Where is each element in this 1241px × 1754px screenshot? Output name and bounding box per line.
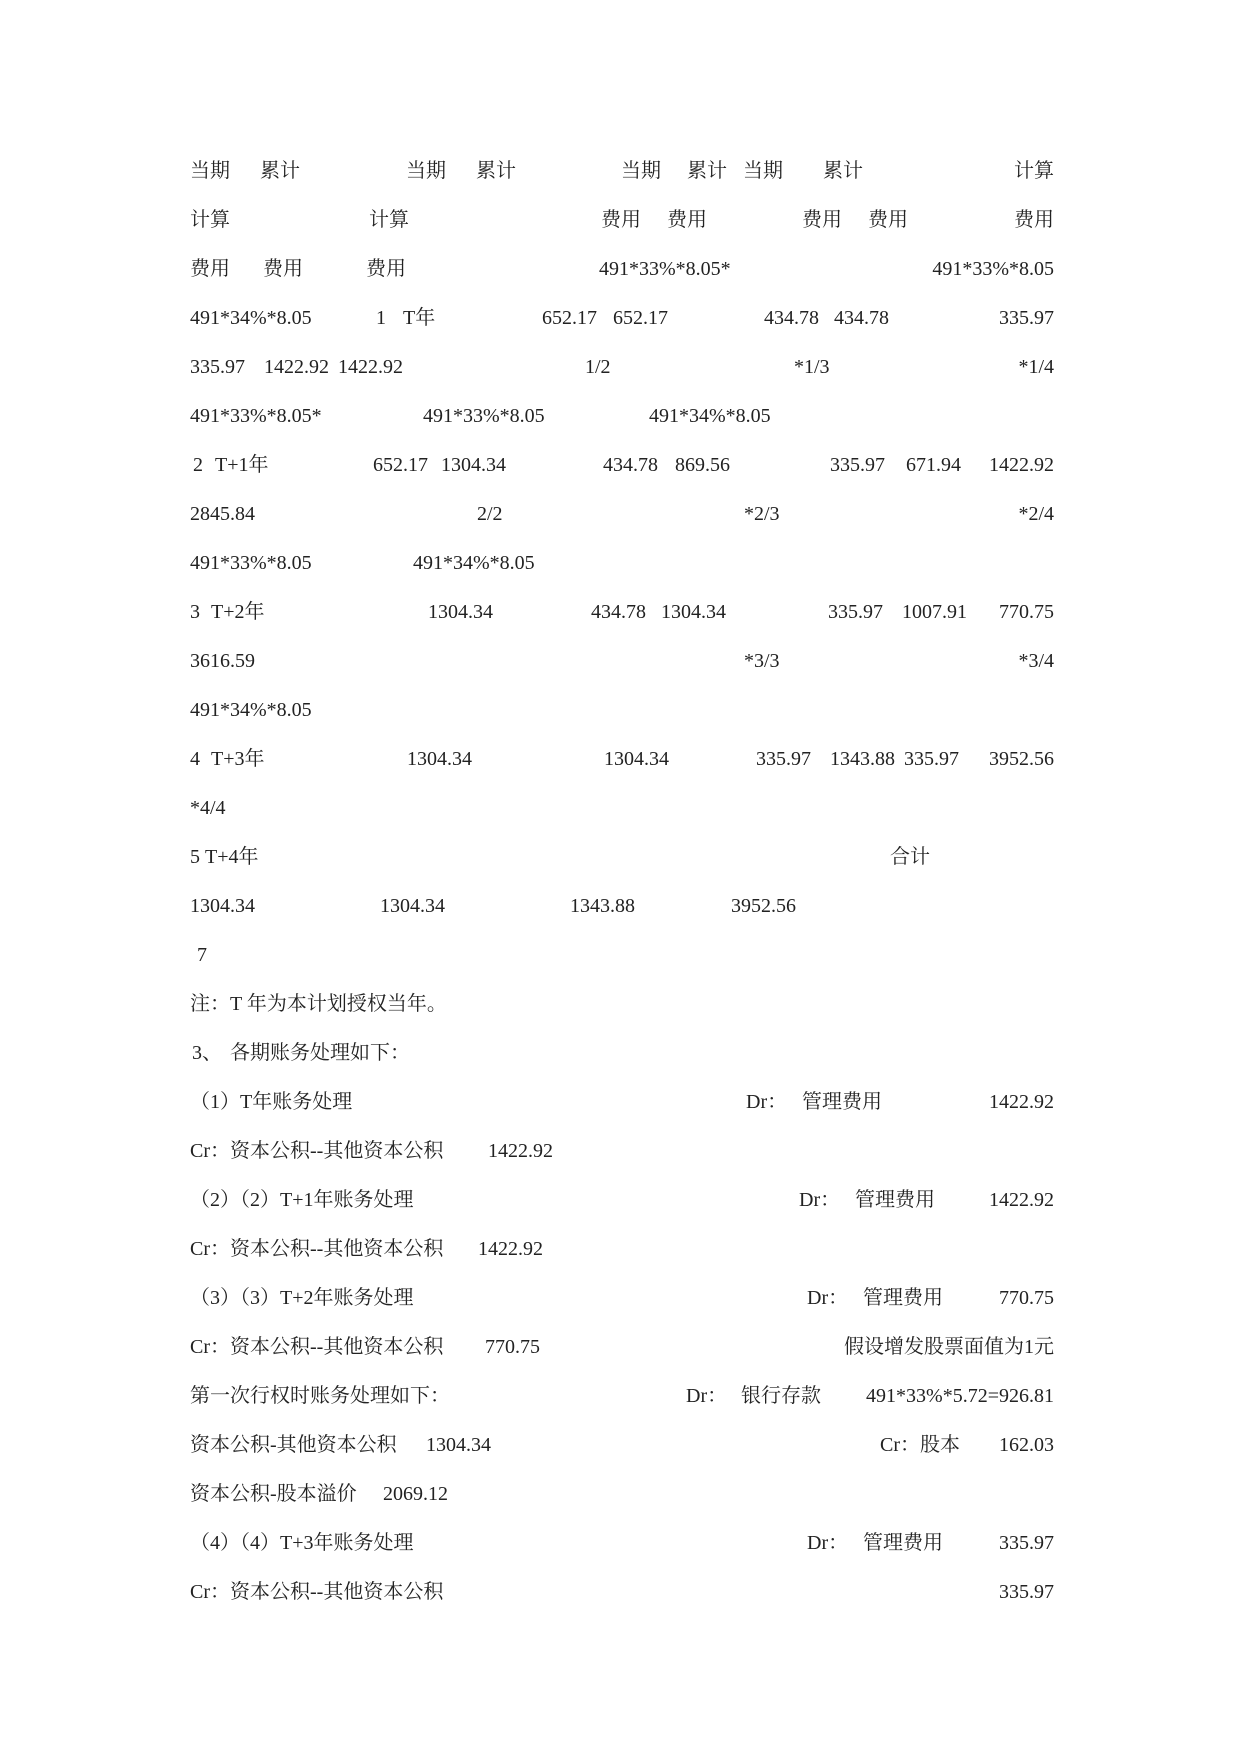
table-row-2-formulas: [190, 545, 1054, 581]
text-segment: 3952.56: [731, 895, 796, 917]
text-segment: 注：T 年为本计划授权当年。: [190, 993, 447, 1015]
text-segment: 491*33%*8.05: [423, 405, 545, 427]
text-segment: Cr：资本公积--其他资本公积: [190, 1336, 444, 1358]
text-segment: 671.94: [906, 454, 961, 476]
text-segment: 434.78: [764, 307, 819, 329]
text-segment: 费用: [190, 258, 230, 280]
text-segment: 335.97: [756, 748, 811, 770]
text-segment: 费用: [263, 258, 303, 280]
text-segment: 3952.56: [989, 748, 1054, 770]
text-segment: Dr：: [686, 1385, 728, 1407]
text-segment: 491*33%*8.05: [190, 552, 312, 574]
text-segment: 1304.34: [190, 895, 255, 917]
text-segment: 管理费用: [863, 1287, 943, 1309]
text-segment: 2: [193, 454, 203, 476]
text-segment: 管理费用: [802, 1091, 882, 1113]
text-segment: 累计: [260, 160, 300, 182]
text-segment: 434.78: [591, 601, 646, 623]
text-segment: 1422.92: [989, 1091, 1054, 1113]
text-segment: Dr：: [807, 1532, 849, 1554]
text-segment: 5: [190, 846, 200, 868]
text-segment: 管理费用: [855, 1189, 935, 1211]
text-segment: 费用: [601, 209, 641, 231]
text-segment: Dr：: [746, 1091, 788, 1113]
text-segment: 计算: [190, 209, 230, 231]
text-segment: （1）T年账务处理: [190, 1091, 353, 1113]
text-segment: 当期: [190, 160, 230, 182]
table-row-3: [190, 594, 1054, 630]
text-segment: 1304.34: [407, 748, 472, 770]
table-row-3-cont: [190, 643, 1054, 679]
text-segment: 1422.92: [989, 1189, 1054, 1211]
journal-entry-1: [190, 1084, 1054, 1120]
text-segment: 491*33%*8.05*: [599, 258, 731, 280]
journal-entry-1-credit: [190, 1133, 1054, 1169]
text-segment: *2/4: [1018, 503, 1054, 525]
text-segment: 1: [376, 307, 386, 329]
text-segment: （4）（4）T+3年账务处理: [190, 1532, 414, 1554]
text-segment: 1/2: [585, 356, 611, 378]
text-segment: 计算: [369, 209, 409, 231]
text-segment: 2/2: [477, 503, 503, 525]
text-segment: 1422.92: [338, 356, 403, 378]
text-segment: 491*34%*8.05: [190, 699, 312, 721]
exercise-entry-credit: [190, 1427, 1054, 1463]
text-segment: 管理费用: [863, 1532, 943, 1554]
text-segment: 3616.59: [190, 650, 255, 672]
text-segment: 491*33%*8.05*: [190, 405, 322, 427]
text-segment: 计算: [1014, 160, 1054, 182]
text-segment: T+2年: [211, 601, 265, 623]
text-segment: 1343.88: [570, 895, 635, 917]
text-segment: *4/4: [190, 797, 226, 819]
text-segment: 累计: [476, 160, 516, 182]
text-segment: 假设增发股票面值为1元: [844, 1336, 1054, 1358]
exercise-entry: [190, 1378, 1054, 1414]
text-segment: 第一次行权时账务处理如下：: [190, 1385, 450, 1407]
table-row-1-cont: [190, 349, 1054, 385]
text-segment: 162.03: [999, 1434, 1054, 1456]
text-segment: Dr：: [807, 1287, 849, 1309]
text-segment: 银行存款: [741, 1385, 821, 1407]
text-segment: 费用: [868, 209, 908, 231]
text-segment: （3）（3）T+2年账务处理: [190, 1287, 414, 1309]
text-segment: Cr：资本公积--其他资本公积: [190, 1238, 444, 1260]
text-segment: 1007.91: [902, 601, 967, 623]
text-segment: 1304.34: [441, 454, 506, 476]
text-segment: Cr：股本: [880, 1434, 960, 1456]
text-segment: 费用: [667, 209, 707, 231]
text-segment: 491*33%*5.72=926.81: [866, 1385, 1054, 1407]
text-segment: 335.97: [828, 601, 883, 623]
text-segment: 资本公积-其他资本公积: [190, 1434, 397, 1456]
text-segment: 1304.34: [426, 1434, 491, 1456]
text-segment: （2）（2）T+1年账务处理: [190, 1189, 414, 1211]
journal-entry-3: [190, 1280, 1054, 1316]
text-segment: 434.78: [603, 454, 658, 476]
section-heading: [190, 1035, 1054, 1071]
text-segment: 770.75: [999, 1287, 1054, 1309]
text-segment: 2845.84: [190, 503, 255, 525]
text-segment: 累计: [823, 160, 863, 182]
text-segment: 费用: [802, 209, 842, 231]
text-segment: T+1年: [215, 454, 269, 476]
text-segment: 1304.34: [428, 601, 493, 623]
text-segment: 491*34%*8.05: [649, 405, 771, 427]
table-row-4-cont: [190, 790, 1054, 826]
text-segment: 869.56: [675, 454, 730, 476]
text-segment: 1343.88: [830, 748, 895, 770]
journal-entry-2: [190, 1182, 1054, 1218]
text-segment: 当期: [743, 160, 783, 182]
table-row-1: [190, 300, 1054, 336]
text-segment: *3/4: [1018, 650, 1054, 672]
text-segment: 各期账务处理如下：: [230, 1042, 410, 1064]
text-segment: 7: [197, 944, 207, 966]
text-segment: Cr：资本公积--其他资本公积: [190, 1581, 444, 1603]
table-row-2: [190, 447, 1054, 483]
text-segment: T年: [403, 307, 436, 329]
text-segment: 335.97: [190, 356, 245, 378]
text-segment: 335.97: [999, 1581, 1054, 1603]
exercise-entry-premium: [190, 1476, 1054, 1512]
text-segment: 652.17: [613, 307, 668, 329]
text-segment: T+4年: [205, 846, 259, 868]
text-segment: 335.97: [904, 748, 959, 770]
text-segment: *1/3: [794, 356, 830, 378]
text-segment: 合计: [890, 846, 930, 868]
text-segment: 434.78: [834, 307, 889, 329]
table-header-row-expense: [190, 251, 1054, 287]
text-segment: 335.97: [830, 454, 885, 476]
text-segment: 1304.34: [604, 748, 669, 770]
table-row-1-formulas: [190, 398, 1054, 434]
text-segment: 1422.92: [264, 356, 329, 378]
table-row-4: [190, 741, 1054, 777]
text-segment: 费用: [366, 258, 406, 280]
table-header-row-calc: [190, 202, 1054, 238]
text-segment: *3/3: [744, 650, 780, 672]
text-segment: 3、: [192, 1042, 222, 1064]
journal-entry-3-credit: [190, 1329, 1054, 1365]
page-number: [190, 937, 1054, 973]
text-segment: Dr：: [799, 1189, 841, 1211]
table-row-2-cont: [190, 496, 1054, 532]
text-segment: 3: [190, 601, 200, 623]
text-segment: 770.75: [999, 601, 1054, 623]
text-segment: 1304.34: [380, 895, 445, 917]
journal-entry-2-credit: [190, 1231, 1054, 1267]
journal-entry-4: [190, 1525, 1054, 1561]
text-segment: 1304.34: [661, 601, 726, 623]
text-segment: *1/4: [1018, 356, 1054, 378]
text-segment: 335.97: [999, 1532, 1054, 1554]
text-segment: 491*34%*8.05: [190, 307, 312, 329]
text-segment: 当期: [406, 160, 446, 182]
text-segment: 1422.92: [989, 454, 1054, 476]
text-segment: 4: [190, 748, 200, 770]
text-segment: 1422.92: [488, 1140, 553, 1162]
text-segment: 770.75: [485, 1336, 540, 1358]
text-segment: 资本公积-股本溢价: [190, 1483, 357, 1505]
journal-entry-4-credit: [190, 1574, 1054, 1610]
text-segment: 652.17: [373, 454, 428, 476]
text-segment: 1422.92: [478, 1238, 543, 1260]
text-segment: T+3年: [211, 748, 265, 770]
table-row-total: [190, 888, 1054, 924]
text-segment: 累计: [687, 160, 727, 182]
text-segment: 2069.12: [383, 1483, 448, 1505]
table-header-row-period: [190, 153, 1054, 189]
text-segment: 652.17: [542, 307, 597, 329]
text-segment: 费用: [1014, 209, 1054, 231]
text-segment: 491*33%*8.05: [932, 258, 1054, 280]
note-paragraph: [190, 986, 1054, 1022]
text-segment: 491*34%*8.05: [413, 552, 535, 574]
table-row-5: [190, 839, 1054, 875]
text-segment: Cr：资本公积--其他资本公积: [190, 1140, 444, 1162]
table-row-3-formulas: [190, 692, 1054, 728]
text-segment: 335.97: [999, 307, 1054, 329]
text-segment: 当期: [621, 160, 661, 182]
text-segment: *2/3: [744, 503, 780, 525]
